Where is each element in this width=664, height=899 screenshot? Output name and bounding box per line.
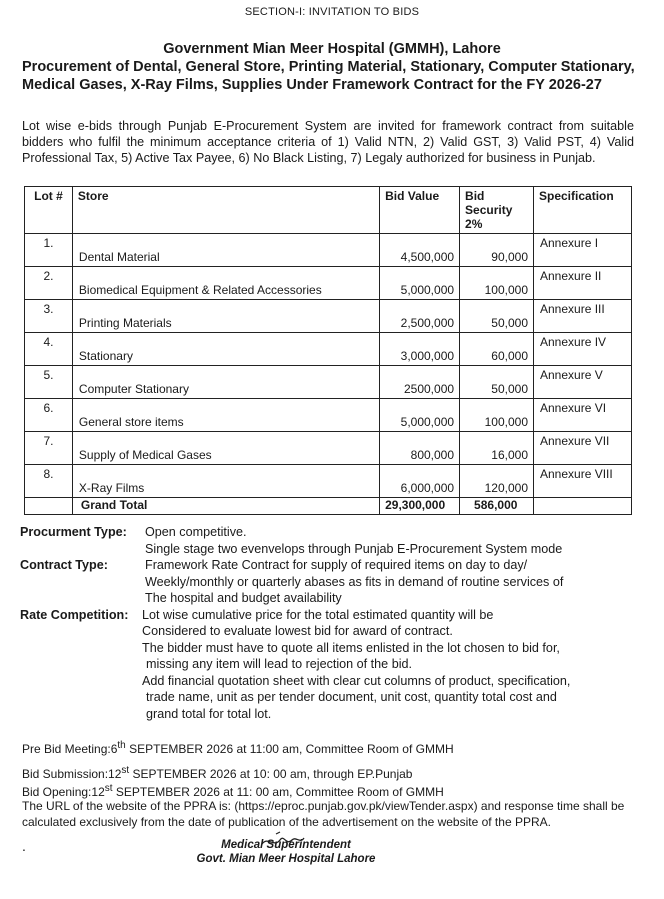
signatory-block [196, 838, 376, 866]
lot-number: 5. [25, 366, 73, 399]
contract-type-value [145, 557, 640, 607]
lot-number: 3. [25, 300, 73, 333]
lot-number: 7. [25, 432, 73, 465]
intro-paragraph: Lot wise e-bids through Punjab E-Procurement System are invited for framework contract from suitable bidders who fulfil the minimum acceptance criteria of 1) Valid NTN, 2) Valid GST, 3) Valid PST, 4) Valid Professional Tax, 5) Active Tax Payee, 6) No Black Listing, 7) Legaly authorized for business in Punjab. [22, 119, 634, 165]
bid-value: 6,000,000 [380, 465, 460, 498]
specification: Annexure I [534, 234, 632, 267]
submission-day: 12 [108, 767, 122, 781]
signatory-org: Govt. Mian Meer Hospital Lahore [196, 853, 376, 865]
contract-type-line: The hospital and budget availability [145, 591, 342, 605]
bid-security: 16,000 [460, 432, 534, 465]
table-header-row [25, 187, 632, 234]
contract-type [20, 557, 640, 607]
table-row [25, 432, 632, 465]
table-row [25, 399, 632, 432]
bid-security: 100,000 [460, 399, 534, 432]
total-spec-cell [534, 498, 632, 515]
table-row [25, 267, 632, 300]
procurement-type-line: Single stage two evenvelops through Punjab E-Procurement System mode [145, 541, 563, 556]
lot-number: 6. [25, 399, 73, 432]
pre-bid-label: Pre Bid Meeting: [22, 742, 111, 756]
section-heading: SECTION-I: INVITATION TO BIDS [244, 6, 420, 18]
specification: Annexure VII [534, 432, 632, 465]
rate-competition-line: trade name, unit as per tender document, unit cost, quantity total cost and [146, 690, 557, 704]
contract-type-line: Framework Rate Contract for supply of required items on day to day/ [145, 558, 528, 572]
store-name: General store items [72, 399, 379, 432]
bid-submission [22, 763, 642, 782]
bid-value: 5,000,000 [380, 267, 460, 300]
header-specification: Specification [534, 187, 632, 234]
notice-title [22, 40, 642, 94]
stray-dot: . [22, 838, 26, 854]
bid-value: 4,500,000 [380, 234, 460, 267]
procurement-type-line: Open competitive. [145, 525, 247, 539]
bid-security: 50,000 [460, 366, 534, 399]
rate-competition-line: Add financial quotation sheet with clear cut columns of product, specification, [142, 673, 571, 688]
rate-competition-line: grand total for total lot. [146, 706, 272, 721]
lot-number: 8. [25, 465, 73, 498]
table-row [25, 366, 632, 399]
table-row [25, 300, 632, 333]
rate-competition [20, 607, 640, 723]
specification: Annexure IV [534, 333, 632, 366]
grand-total-bid-value: 29,300,000 [380, 498, 460, 515]
bid-security: 120,000 [460, 465, 534, 498]
header-bid-value: Bid Value [380, 187, 460, 234]
bid-security: 60,000 [460, 333, 534, 366]
table-row [25, 234, 632, 267]
store-name: Dental Material [72, 234, 379, 267]
pre-bid-day: 6 [110, 742, 118, 756]
rate-competition-value [142, 607, 640, 723]
store-name: Printing Materials [72, 300, 379, 333]
total-lot-cell [25, 498, 73, 515]
bid-value: 2500,000 [380, 366, 460, 399]
procurement-title: Procurement of Dental, General Store, Printing Material, Stationary, Computer Stationary, Medical Gases, X-Ray Films, Supplies Under Framework Contract for the FY 2026-27 [22, 59, 635, 93]
store-name: Stationary [72, 333, 379, 366]
specification: Annexure II [534, 267, 632, 300]
procurement-type [20, 524, 640, 557]
header-lot: Lot # [25, 187, 73, 234]
bid-security: 90,000 [460, 234, 534, 267]
specification: Annexure VIII [534, 465, 632, 498]
grand-total-label: Grand Total [72, 498, 379, 515]
terms-section [20, 524, 640, 722]
bid-security: 100,000 [460, 267, 534, 300]
procurement-type-value [145, 524, 640, 557]
specification: Annexure VI [534, 399, 632, 432]
lot-number: 2. [25, 267, 73, 300]
submission-details: SEPTEMBER 2026 at 10: 00 am, through EP.Punjab [129, 767, 413, 781]
contract-type-label: Contract Type: [20, 558, 108, 572]
store-name: X-Ray Films [72, 465, 379, 498]
rate-competition-line: missing any item will lead to rejection of the bid. [146, 657, 412, 671]
lot-number: 4. [25, 333, 73, 366]
opening-label: Bid Opening: [22, 785, 92, 799]
bid-value: 3,000,000 [380, 333, 460, 366]
hospital-name: Government Mian Meer Hospital (GMMH), Lahore [163, 41, 501, 57]
specification: Annexure V [534, 366, 632, 399]
header-bid-security: Bid Security 2% [460, 187, 534, 234]
lot-number: 1. [25, 234, 73, 267]
rate-competition-line: The bidder must have to quote all items enlisted in the lot chosen to bid for, [142, 640, 560, 655]
store-name: Computer Stationary [72, 366, 379, 399]
contract-type-line: Weekly/monthly or quarterly abases as fits in demand of routine services of [145, 574, 564, 589]
submission-label: Bid Submission: [22, 767, 109, 781]
pre-bid-meeting [22, 738, 642, 757]
table-row [25, 333, 632, 366]
rate-competition-line: Lot wise cumulative price for the total estimated quantity will be [142, 607, 494, 622]
grand-total-bid-security: 586,000 [460, 498, 534, 515]
pre-bid-suffix: th [117, 740, 126, 751]
bid-value: 2,500,000 [380, 300, 460, 333]
opening-day: 12 [91, 785, 105, 799]
procurement-type-label: Procurment Type: [20, 525, 127, 539]
ppra-note: The URL of the website of the PPRA is: (https://eproc.punjab.gov.pk/viewTender.aspx) and response time shall be calculated exclusively from the date of publication of the advertisement on the website of the PPRA. [22, 799, 625, 829]
grand-total-row [25, 498, 632, 515]
opening-details: SEPTEMBER 2026 at 11: 00 am, Committee Room of GMMH [112, 785, 444, 799]
header-store: Store [72, 187, 379, 234]
submission-suffix: st [121, 765, 130, 776]
table-row [25, 465, 632, 498]
bids-table [24, 186, 632, 515]
rate-competition-label: Rate Competition: [20, 607, 129, 622]
opening-suffix: st [104, 783, 113, 794]
store-name: Supply of Medical Gases [72, 432, 379, 465]
specification: Annexure III [534, 300, 632, 333]
bid-security: 50,000 [460, 300, 534, 333]
bid-value: 800,000 [380, 432, 460, 465]
rate-competition-line: Considered to evaluate lowest bid for award of contract. [142, 624, 453, 638]
pre-bid-details: SEPTEMBER 2026 at 11:00 am, Committee Room of GMMH [125, 742, 454, 756]
bid-value: 5,000,000 [380, 399, 460, 432]
signatory-title: Medical Superintendent [221, 839, 351, 851]
store-name: Biomedical Equipment & Related Accessories [72, 267, 379, 300]
